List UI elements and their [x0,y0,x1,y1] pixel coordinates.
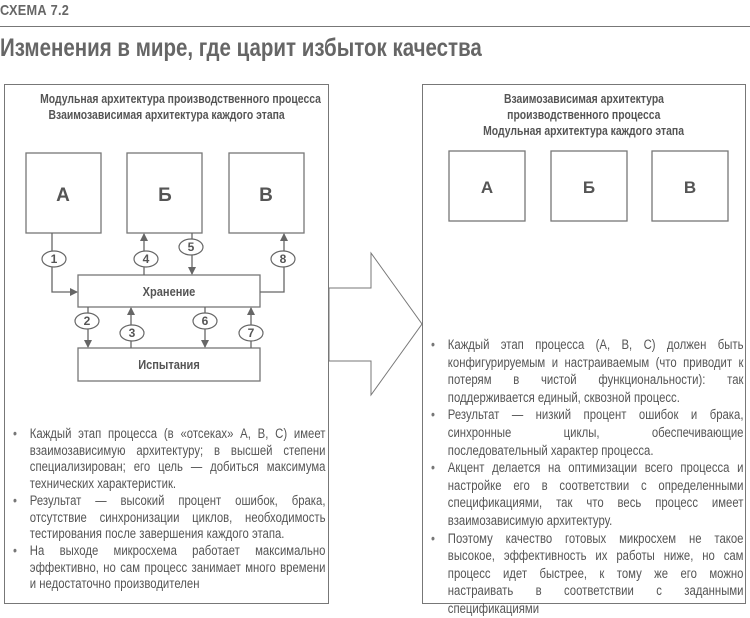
flow-number-7: 7 [247,326,255,340]
right-bullet-item: • Каждый этап процесса (А, В, С) должен быть конфигурируемым и настраиваемым (что приводит к потерям в чистой функциональности): так поддерживается единый, сквозной процесс. [431,336,743,406]
right-bullet-item: • Акцент делается на оптимизации всего процесса и настройке его в соответствии с определенными спецификациями, так что весь процесс имеет взаимозависимую архитектуру. [431,459,743,529]
page-title: Изменения в мире, где царит избыток качества [0,34,482,62]
right-bullet-list [431,336,743,618]
left-bullet-item: • Каждый этап процесса (в «отсеках» А, В, С) имеет взаимозависимую архитектуру; в высшей степени специализирован; его цель — добиться максимума технических характеристик. [13,426,325,493]
flow-number-6: 6 [201,314,209,328]
flow-number-3: 3 [128,326,136,340]
left-title-line1: Модульная архитектура производственного процесса [40,91,321,106]
right-stage-diagram [1,1,750,261]
right-title-line2: производственного процесса [507,107,661,122]
storage-label: Хранение [142,284,196,300]
right-bullet-item: • Поэтому качество готовых микросхем не такое высокое, эффективность их работы ниже, но сам процесс идет быстрее, к тому же его можно настраивать в соответствии с заданными спецификациями [431,530,743,618]
left-bullet-list [13,426,325,593]
flow-number-1: 1 [50,252,58,266]
stage-label-b: Б [582,178,596,197]
stage-label-v: В [259,185,273,206]
flow-number-2: 2 [83,314,91,328]
stage-label-a: А [480,178,494,197]
flow-number-5: 5 [187,240,195,254]
right-title-line3: Модульная архитектура каждого этапа [483,123,685,138]
right-bullet-item: • Результат — низкий процент ошибок и брака, синхронные циклы, обеспечивающие последовательный характер процесса. [431,406,743,459]
stage-label-a: А [56,185,70,206]
stage-label-b: Б [158,185,172,206]
left-bullet-item: • На выходе микросхема работает максимально эффективно, но сам процесс занимает много времени и недостаточно производителен [13,543,325,593]
left-bullet-item: • Результат — высокий процент ошибок, брака, отсутствие синхронизации циклов, необходимость тестирования после завершения каждого этапа. [13,493,325,543]
flow-number-8: 8 [279,252,287,266]
left-title-line2: Взаимозависимая архитектура каждого этапа [48,107,285,122]
arrow-shape [329,253,422,395]
flow-number-4: 4 [142,252,150,266]
figure-label: СХЕМА 7.2 [0,2,70,19]
right-title-line1: Взаимозависимая архитектура [504,91,664,106]
testing-label: Испытания [138,357,200,373]
stage-label-v: В [683,178,697,197]
right-panel-interdependent-process [422,84,746,616]
